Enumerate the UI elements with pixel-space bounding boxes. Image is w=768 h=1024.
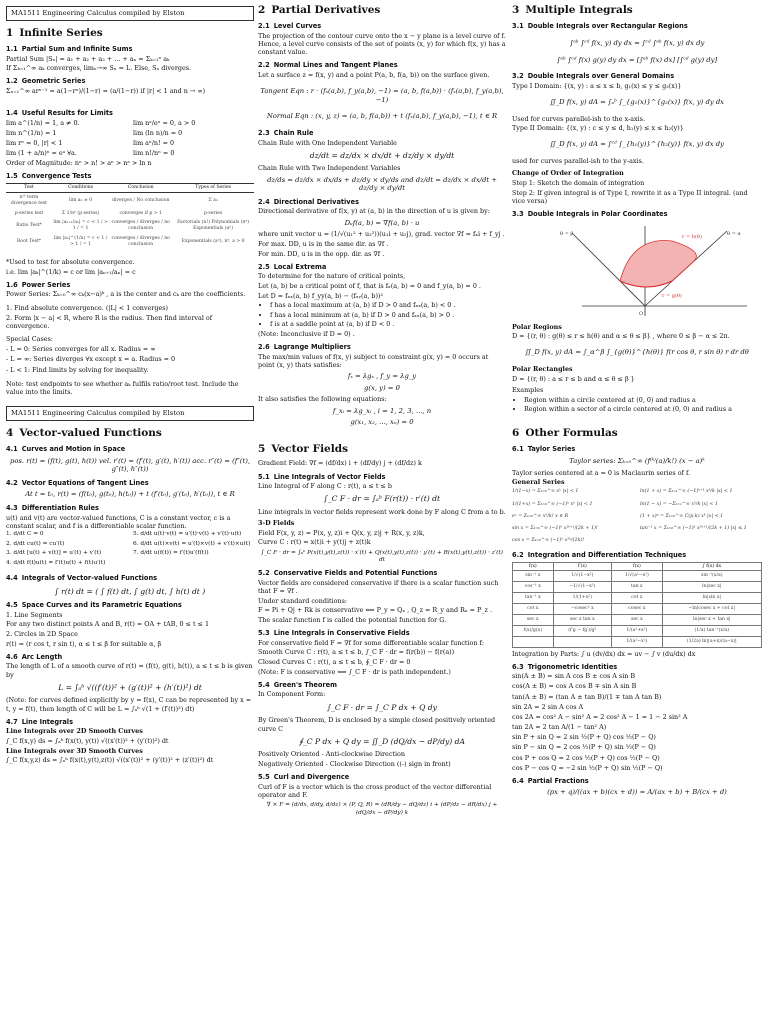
convergence-tests-table — [6, 183, 254, 250]
dd-unit-vector: where unit vector u = (1/√(u₁² + u₂²))(u₁i + u₂j), grad. vector ∇f = fₓi + f_yj . — [258, 230, 505, 239]
table-row — [6, 192, 254, 208]
section-3-1-title: 3.1 Double Integrals over Rectangular Regions — [512, 22, 688, 31]
extrema-l3: Let D = fₓₓ(a, b) f_yy(a, b) − (fₓᵧ(a, b))² — [258, 291, 384, 300]
section-2-3-title: 2.3 Chain Rule — [258, 129, 314, 138]
limits-right — [133, 119, 254, 160]
curves-motion-eq: pos. r(t) = (f(t), g(t), h(t)) vel. r′(t) = (f′(t), g′(t), h′(t)) acc. r″(t) = (f″(t), g″(t), h″(t)) — [9, 456, 251, 474]
extrema-l1: To determine for the nature of critical points, — [258, 272, 406, 281]
power-series-note: Note: test endpoints to see whether aₖ fulfils ratio/root test. Include the value into the limits. — [6, 379, 239, 396]
diff-rule: 2. d/dt cu(t) = cu′(t) — [6, 540, 65, 547]
table-cell: Ratio Test* — [16, 223, 42, 229]
vector-integral-eq: ∫ r(t) dt = ( ∫ f(t) dt, ∫ g(t) dt, ∫ h(t) dt ) — [54, 586, 206, 596]
level-curves-text: The projection of the contour curve onto the x − y plane is a level curve of f. Hence, a level curve consists of the set of points (x, y) for which f(x, y) has a constant value. — [258, 31, 506, 57]
table-cell: −1/√(1−x²) — [553, 582, 611, 593]
table-row — [513, 604, 762, 615]
table-cell: (1/a) tan⁻¹(x/a) — [662, 625, 761, 636]
section-5-4-title: 5.4 Green's Theorem — [258, 681, 338, 689]
table-cell: 1/(a²+x²) — [612, 625, 663, 636]
rect-int-eq-2: ∫ᵃᵇ ∫ᶜᵈ f(x) g(y) dy dx = [∫ᵃᵇ f(x) dx] [∫ᶜᵈ g(y) dy] — [556, 55, 718, 64]
rect-int-eq-1: ∫ᵃᵇ ∫ᶜᵈ f(x, y) dy dx = ∫ᶜᵈ ∫ᵃᵇ f(x, y) dx dy — [569, 38, 705, 47]
power-series-step-2: 2. Form |x − a| < R, where R is the radius. Then find interval of convergence. — [6, 313, 213, 330]
table-row — [513, 636, 762, 647]
dd-eq: Dᵤf(a, b) = ∇f(a, b) · u — [344, 218, 420, 227]
special-case: - L = 0: Series converges for all x. Radius = ∞ — [6, 345, 156, 354]
taylor-series-item: cos x = Σₖ₌₀^∞ (−1)ᵏ x²ᵏ/(2k)! — [512, 537, 585, 543]
table-row — [513, 593, 762, 604]
special-cases-title: Special Cases: — [6, 335, 53, 344]
section-3-3-title: 3.3 Double Integrals in Polar Coordinates — [512, 210, 668, 219]
table-header: Types of Series — [172, 183, 254, 192]
section-5-2-title: 5.2 Conservative Fields and Potential Functions — [258, 569, 438, 578]
table-row — [513, 582, 762, 593]
tangent-eq: Tangent Eqn : r · (fₓ(a,b), f_y(a,b), −1) = (a, b, f(a,b)) · (fₓ(a,b), f_y(a,b), −1) — [260, 87, 504, 104]
table-cell: −cosec² x — [553, 604, 611, 615]
taylor-series-grid — [512, 489, 762, 546]
curl-text: Curl of F is a vector which is the cross product of the vector differential operator and F. — [258, 782, 492, 799]
line-int-3d-title: Line Integrals over 3D Smooth Curves — [6, 746, 143, 755]
line-int-vf-eq: ∫_C F · dr = ∫ₐᵇ F(r(t)) · r′(t) dt — [323, 494, 441, 504]
type-1-domain: Type I Domain: {(x, y) : a ≤ x ≤ b, g₁(x) ≤ y ≤ g₂(x)} — [512, 81, 682, 90]
table-note: *Used to test for absolute convergence. — [6, 257, 135, 266]
surface-text: Let a surface z = f(x, y) and a point P(a, b, f(a, b)) on the surface given. — [258, 70, 490, 79]
limit-result: lim (ln n)/n = 0 — [133, 128, 183, 137]
trig-identity: cos 2A = cos² A − sin² A = 2 cos² A − 1 = 1 − 2 sin² A — [512, 712, 688, 721]
label-beta: θ = β — [560, 230, 574, 237]
limits-left — [6, 119, 127, 160]
extrema-item: • f has a local maximum at (a, b) if D > 0 and fₓₓ(a, b) < 0 . — [270, 301, 506, 309]
general-series-title: General Series — [512, 478, 565, 487]
section-1-5-title: 1.5 Convergence Tests — [6, 172, 92, 181]
table-cell: converges / diverges / no conclusion — [111, 220, 170, 232]
polar-example-item: • Region within a sector of a circle centered at (0, 0) and radius a — [524, 405, 762, 413]
table-cell: converges / diverges / no conclusion — [111, 236, 170, 247]
extrema-list — [270, 301, 506, 328]
green-positive: Positively Oriented - Anti-clockwise Direction — [258, 750, 405, 759]
cons-line-l3: Closed Curves C : r(t), a ≤ t ≤ b, ∮_C F · dr = 0 — [258, 658, 411, 667]
change-order-title: Change of Order of Integration — [512, 169, 624, 178]
table-cell: nᵗʰ term divergence test — [10, 194, 47, 206]
table-cell: p-series test — [14, 210, 44, 216]
taylor-eq: Taylor series: Σₖ₌₀^∞ (f⁽ᵏ⁾(a)/k!) (x − a)ᵏ — [569, 456, 705, 465]
taylor-series-item: eˣ = Σₖ₌₀^∞ xᵏ/k! x ∈ R — [512, 513, 569, 519]
green-text: By Green's Theorem, D is enclosed by a simple closed positively oriented curve C — [258, 716, 496, 733]
table-row — [6, 218, 254, 234]
table-note-2: i.e. lim |aₖ|^(1/k) = c or lim |aₙ₊₁/aₙ| = c — [6, 267, 136, 276]
line-int-vf-text: Line Integral of F along C : r(t), a ≤ t ≤ b — [258, 481, 392, 490]
table-header: Conditions — [52, 183, 109, 192]
table-header: Test — [6, 183, 52, 192]
chain-two-title: Chain Rule with Two Independent Variables — [258, 164, 401, 173]
normal-eq: Normal Eqn : (x, y, z) = (a, b, f(a,b)) + t (fₓ(a,b), f_y(a,b), −1), t ∈ R — [266, 112, 498, 121]
section-4-7-title: 4.7 Line Integrals — [6, 717, 73, 726]
diff-rule: 5. d/dt u(t)·v(t) = u′(t)·v(t) + v′(t)·u(t) — [133, 531, 242, 538]
table-row — [6, 209, 254, 219]
green-component: In Component Form: — [258, 690, 326, 699]
trig-identity: sin P − sin Q = 2 cos ½(P + Q) sin ½(P − Q) — [512, 743, 656, 752]
extrema-l2: Let (a, b) be a critical point of f, that is fₓ(a, b) = 0 and f_y(a, b) = 0 . — [258, 282, 481, 291]
section-1-6-title: 1.6 Power Series — [6, 280, 71, 289]
table-cell: converges if p > 1 — [119, 210, 162, 216]
section-4-2-title: 4.2 Vector Equations of Tangent Lines — [6, 479, 149, 487]
section-6-title: 6 Other Formulas — [512, 427, 618, 439]
table-cell: Exponentials (aⁿ), nᵃ, a > 0 — [181, 239, 245, 245]
trig-identity: cos(A ± B) = cos A cos B ∓ sin A sin B — [512, 682, 637, 691]
lagrange-eq-2: g(x, y) = 0 — [364, 383, 400, 392]
section-1-4-title: 1.4 Useful Results for Limits — [6, 109, 113, 118]
trig-identity: tan(A ± B) = (tan A ± tan B)/(1 ∓ tan A tan B) — [512, 692, 662, 701]
section-4-title: 4 Vector-valued Functions — [6, 426, 162, 439]
diff-rule: 3. d/dt [u(t) + v(t)] = u′(t) + v′(t) — [6, 550, 102, 557]
label-origin: O — [639, 310, 644, 317]
limit-result: lim a^(1/n) = 1, a ≠ 0. — [6, 118, 80, 127]
section-6-2-title: 6.2 Integration and Differentiation Techniques — [512, 551, 687, 560]
table-cell: −ln|cosec x + cot x| — [662, 604, 761, 615]
table-cell: lim aₙ ≠ 0 — [69, 197, 93, 203]
table-cell: sec x tan x — [553, 614, 611, 625]
label-outer-curve: r = h(θ) — [682, 233, 702, 240]
partial-sum-text: Partial Sum |Sₙ| = a₁ + a₂ + a₃ + ... + aₙ = Σₖ₌₁ⁿ aₖ — [6, 54, 170, 63]
polar-int-eq: ∬_D f(x, y) dA = ∫_α^β ∫_{g(θ)}^{h(θ)} f(r cos θ, r sin θ) r dr dθ — [525, 348, 749, 357]
polar-rect-title: Polar Rectangles — [512, 365, 573, 374]
curl-eq: ∇ × F = (d/dx, d/dy, d/dz) × (P, Q, R) = (dR/dy − dQ/dz) i + (dP/dz − dR/dx) j + (dQ/dx − dP/dy) k — [266, 802, 498, 816]
taylor-series-item: tan⁻¹ x = Σₖ₌₀^∞ (−1)ᵏ x²ᵏ⁺¹/(2k + 1) |x| ≤ 1 — [640, 525, 747, 531]
limits-grid — [6, 119, 254, 160]
line-int-2d-title: Line Integrals over 2D Smooth Curves — [6, 727, 143, 736]
column-3 — [512, 4, 762, 800]
limit-result: lim nᵃ/eⁿ = 0, a > 0 — [133, 118, 196, 127]
convergence-text: If Σₖ₌₁^∞ aₖ converges, limₙ→∞ Sₙ = L. Else, Sₙ diverges. — [6, 64, 192, 73]
3d-curve-def: Curve C : r(t) = x(t)i + y(t)j + z(t)k — [258, 538, 371, 547]
taylor-series-item: ln(1 − x) = −Σₖ₌₁^∞ xᵏ/k |x| < 1 — [640, 501, 718, 507]
section-4-4-title: 4.4 Integrals of Vector-valued Functions — [6, 574, 158, 583]
table-cell: Factorials (n!) Polynomials (nᵃ) Exponentials (aⁿ) — [177, 220, 250, 232]
section-5-5-title: 5.5 Curl and Divergence — [258, 773, 350, 782]
polar-region-figure — [512, 221, 762, 321]
label-inner-curve: r = g(θ) — [662, 292, 682, 299]
taylor-series-item: 1/(1+x) = Σₖ₌₀^∞ (−1)ᵏ xᵏ |x| < 1 — [512, 501, 593, 507]
lagrange-text-2: It also satisfies the following equations: — [258, 395, 387, 404]
table-cell: ln|sec x + tan x| — [662, 614, 761, 625]
section-2-6-title: 2.6 Lagrange Multipliers — [258, 343, 351, 352]
3d-line-int-eq: ∫_C F · dr = ∫ₐᵇ P(x(t),y(t),z(t)) · x′(t) + Q(x(t),y(t),z(t)) · y′(t) + R(x(t),y(t),z(t)) · z′(t) dt — [260, 549, 503, 564]
taylor-series-item: ln(1 + x) = Σₖ₌₁^∞ (−1)ᵏ⁺¹ xᵏ/k |x| < 1 — [640, 489, 733, 495]
diff-rule: 4. d/dt f(t)u(t) = f′(t)u(t) + f(t)u′(t) — [6, 559, 106, 566]
section-4-6-title: 4.6 Arc Length — [6, 652, 63, 661]
limit-result: lim (1 + a/n)ⁿ = eᵃ ∀a. — [6, 149, 77, 158]
polar-regions-def: D = {(r, θ) : g(θ) ≤ r ≤ h(θ) and α ≤ θ ≤ β} , where 0 ≤ β − α ≤ 2π. — [512, 332, 730, 341]
table-cell: ln|sec x| — [662, 582, 761, 593]
type-2-note: used for curves parallel-ish to the y-axis. — [512, 157, 644, 166]
chain-one-eq: dz/dt = dz/dx × dx/dt + dz/dy × dy/dt — [309, 150, 455, 160]
section-5-3-title: 5.3 Line Integrals in Conservative Fields — [258, 629, 410, 638]
cons-line-l1: For conservative field F = ∇f for some differentiable scalar function f: — [258, 638, 485, 647]
trig-identities-list — [512, 672, 762, 772]
table-cell: ln|sin x| — [662, 593, 761, 604]
polar-example-item: • Region within a circle centered at (0, 0) and radius a — [524, 396, 762, 404]
line-segments-title: 1. Line Segments — [6, 610, 63, 619]
trig-identity: cos P − cos Q = −2 sin ½(P + Q) sin ½(P − Q) — [512, 763, 663, 772]
integration-table — [512, 562, 762, 648]
section-6-1-title: 6.1 Taylor Series — [512, 445, 576, 454]
type-2-domain: Type II Domain: {(x, y) : c ≤ y ≤ d, h₁(y) ≤ x ≤ h₂(y)} — [512, 124, 684, 133]
column-1 — [6, 4, 254, 766]
section-4-5-title: 4.5 Space Curves and its Parametric Equations — [6, 601, 182, 610]
table-cell: 1/√(1−x²) — [553, 571, 611, 582]
gradient-field: Gradient Field: ∇f = (df/dx) i + (df/dy) j + (df/dz) k — [258, 459, 422, 468]
table-cell: sin⁻¹(x/a) — [662, 571, 761, 582]
extrema-item: • f is at a saddle point at (a, b) if D < 0 . — [270, 320, 506, 328]
section-1-1-title: 1.1 Partial Sum and Infinite Sums — [6, 45, 133, 54]
table-cell — [553, 636, 611, 647]
section-1-title: 1 Infinite Series — [6, 26, 103, 39]
table-cell: 1/(1+x²) — [553, 593, 611, 604]
special-case: - L < 1: Find limits by solving for inequality. — [6, 365, 149, 374]
table-cell: lim |aₙ₊₁/aₙ| = c < 1 / > 1 / = 1 — [53, 220, 108, 232]
taylor-series-item: sin x = Σₖ₌₀^∞ (−1)ᵏ x²ᵏ⁺¹/(2k + 1)! — [512, 525, 598, 531]
section-2-2-title: 2.2 Normal Lines and Tangent Planes — [258, 61, 398, 70]
trig-identity: tan 2A = 2 tan A/(1 − tan² A) — [512, 723, 607, 732]
order-of-magnitude: Order of Magnitude: nⁿ > n! > aⁿ > nᵃ > ln n — [6, 159, 152, 168]
table-cell: tan x — [612, 582, 663, 593]
3d-field-def: Field F(x, y, z) = P(x, y, z)i + Q(x, y, z)j + R(x, y, z)k, — [258, 528, 425, 537]
section-6-3-title: 6.3 Trigonometric Identities — [512, 662, 618, 671]
integration-by-parts: Integration by Parts: ∫ u (dv/dx) dx = uv − ∫ v (du/dx) dx — [512, 649, 696, 658]
table-cell: lim |aₙ|^(1/n) = c < 1 / > 1 / = 1 — [53, 236, 108, 247]
table-cell: sec x — [612, 614, 663, 625]
type-1-note: Used for curves parallel-ish to the x-axis. — [512, 114, 645, 123]
lagrange-eq-1: fₓ = λgₓ , f_y = λg_y — [347, 371, 417, 380]
table-header: ∫ f(x) dx — [662, 562, 761, 571]
examples-title: Examples — [512, 385, 544, 394]
line-int-2d-eq: ∫_C f(x,y) ds = ∫ₐᵇ f(x(t), y(t)) √((x′(t))² + (y′(t))²) dt — [6, 736, 169, 745]
conservative-l1: Vector fields are considered conservative if there is a scalar function such that F = ∇f . — [258, 578, 499, 596]
section-4-3-title: 4.3 Differentiation Rules — [6, 504, 99, 513]
extrema-note: (Note: Inconclusive if D = 0) . — [258, 329, 355, 338]
trig-identity: sin(A ± B) = sin A cos B ± cos A sin B — [512, 672, 636, 681]
table-row — [513, 571, 762, 582]
table-cell: sin⁻¹ x — [513, 571, 554, 582]
polar-region-svg — [522, 221, 752, 321]
section-5-1-title: 5.1 Line Integrals of Vector Fields — [258, 472, 386, 481]
table-cell: sec x — [513, 614, 554, 625]
geometric-series-text: Σₙ₌₁^∞ arⁿ⁻¹ = a(1−rⁿ)/(1−r) = (a/(1−r)) if |r| < 1 and n → ∞) — [6, 86, 206, 95]
change-order-step-1: Step 1: Sketch the domain of integration — [512, 179, 645, 187]
line-segments-text: For any two distinct points A and B, r(t) = OA + tAB, 0 ≤ t ≤ 1 — [6, 620, 210, 629]
section-4-1-title: 4.1 Curves and Motion in Space — [6, 445, 126, 454]
section-1-2-title: 1.2 Geometric Series — [6, 77, 86, 86]
line-int-3d-eq: ∫_C f(x,y,z) ds = ∫ₐᵇ f(x(t),y(t),z(t)) √((x′(t))² + (y′(t))² + (z′(t))²) dt — [6, 756, 214, 765]
lagrange-eq-4: g(x₁, x₂, ..., xₙ) = 0 — [350, 418, 414, 427]
diff-rule: 6. d/dt u(t)×v(t) = u′(t)×v(t) + v′(t)×u(t) — [133, 540, 251, 547]
table-row — [513, 625, 762, 636]
special-case: - L = ∞: Series diverges ∀x except x = a. Radius = 0 — [6, 355, 176, 364]
table-cell: 1/√(a²−x²) — [612, 571, 663, 582]
cons-line-l4: (Note: F is conservative ⟺ ∫_C F · dr is path independent.) — [258, 667, 451, 676]
dd-max: For max. DD, u is in the same dir. as ∇f . — [258, 240, 389, 249]
circles-text: r(t) = (r cos t, r sin t), α ≤ t ≤ β for suitable α, β — [6, 639, 162, 648]
table-cell: 1/(a²−x²) — [612, 636, 663, 647]
circles-title: 2. Circles in 2D Space — [6, 630, 78, 639]
diff-rule: 1. d/dt C = 0 — [6, 531, 44, 538]
section-2-1-title: 2.1 Level Curves — [258, 22, 322, 31]
table-cell — [513, 636, 554, 647]
change-order-step-2: Step 2: If given integral is of Type I, rewrite it as a Type II integral. (and vice versa) — [512, 188, 748, 205]
3d-fields-title: 3-D Fields — [258, 519, 295, 528]
table-cell: Root Test* — [16, 239, 42, 245]
green-eq-2: ∮_C P dx + Q dy = ∬_D (dQ/dx − dP/dy) dA — [299, 736, 465, 746]
special-cases-list — [6, 345, 254, 374]
table-cell: tan⁻¹ x — [513, 593, 554, 604]
label-alpha: θ = α — [727, 230, 741, 237]
partial-fractions-eq: (px + q)/((ax + b)(cx + d)) = A/(ax + b) + B/(cx + d) — [547, 788, 727, 797]
dd-text: Directional derivative of f(x, y) at (a, b) in the direction of u is given by: — [258, 207, 490, 216]
table-cell: cot x — [513, 604, 554, 615]
taylor-series-item: 1/(1−x) = Σₖ₌₀^∞ xᵏ |x| < 1 — [512, 489, 579, 495]
green-negative: Negatively Oriented - Clockwise Direction ((-) sign in front) — [258, 760, 451, 769]
page-header-2: MA1511 Engineering Calculus compiled by Elston — [6, 406, 254, 421]
conservative-l3: F = Pi + Qj + Rk is conservative ⟺ P_y = Qₓ , Q_z = R_y and Rₓ = P_z . — [258, 606, 492, 615]
trig-identity: sin 2A = 2 sin A cos A — [512, 702, 584, 711]
conservative-l2: Under standard conditions: — [258, 596, 347, 605]
table-cell: diverges / No conclusion — [111, 197, 170, 203]
taylor-series-item: (1 + x)ᵖ = Σₖ₌₀^∞ C(p,k) xᵏ |x| < 1 — [640, 513, 724, 519]
conservative-l4: The scalar function f is called the potential function for G. — [258, 616, 447, 625]
type-1-eq: ∬_D f(x, y) dA = ∫ₐᵇ ∫_{g₁(x)}^{g₂(x)} f(x, y) dy dx — [549, 97, 725, 106]
limit-result: lim aⁿ/n! = 0 — [133, 138, 175, 147]
type-2-eq: ∬_D f(x, y) dA = ∫ᶜᵈ ∫_{h₁(y)}^{h₂(y)} f(x, y) dx dy — [550, 140, 724, 149]
lagrange-text: The max/min values of f(x, y) subject to constraint g(x, y) = 0 occurs at point (x, y) thats satisfies: — [258, 352, 489, 369]
table-cell: f(x)/g(x) — [513, 625, 554, 636]
table-row — [6, 234, 254, 250]
diff-rule: 7. d/dt u(f(t)) = f′(t)u′(f(t)) — [133, 550, 209, 557]
cons-line-l2: Smooth Curve C : r(t), a ≤ t ≤ b, ∫_C F · dr = f(r(b)) − f(r(a)) — [258, 648, 455, 657]
section-5-title: 5 Vector Fields — [258, 442, 348, 455]
work-done-text: Line integrals in vector fields represent work done by F along C from a to b. — [258, 507, 506, 516]
limit-result: lim rⁿ = 0, |r| < 1 — [6, 138, 63, 147]
table-cell: cot x — [612, 593, 663, 604]
polar-regions-title: Polar Regions — [512, 322, 562, 331]
diff-rules-left — [6, 531, 127, 569]
table-header: f(x) — [612, 562, 663, 571]
maclaurin-text: Taylor series centered at a = 0 is Maclaurin series of f. — [512, 468, 691, 477]
page-header: MA1511 Engineering Calculus compiled by Elston — [6, 6, 254, 21]
taylor-series-item — [640, 538, 762, 544]
green-eq-1: ∫_C F · dr = ∫_C P dx + Q dy — [327, 702, 437, 712]
arc-length-eq: L = ∫ₐᵇ √((f′(t))² + (g′(t))² + (h′(t))²) dt — [58, 682, 202, 692]
table-cell: Σ aₙ — [208, 197, 218, 203]
section-3-title: 3 Multiple Integrals — [512, 4, 633, 16]
chain-two-eq: dz/ds = dz/dx × dx/ds + dz/dy × dy/ds and dz/dt = dz/dx × dx/dt + dz/dy × dy/dt — [267, 175, 497, 193]
table-header: Conclusion — [109, 183, 172, 192]
polar-region — [620, 240, 696, 287]
section-3-2-title: 3.2 Double Integrals over General Domains — [512, 72, 675, 81]
section-2-5-title: 2.5 Local Extrema — [258, 262, 327, 271]
diff-rules-grid — [6, 531, 254, 569]
table-header: f(x) — [513, 562, 554, 571]
limit-result: lim n^(1/n) = 1 — [6, 128, 57, 137]
tangent-line-eq: At t = t₀, r(t) = (f(t₀), g(t₀), h(t₀)) + t (f′(t₀), g′(t₀), h′(t₀)), t ∈ R — [25, 490, 235, 499]
table-header: f′(x) — [553, 562, 611, 571]
diff-rules-intro: u(t) and v(t) are vector-valued functions, C is a constant vector, c is a constant scalar, and f is a differentiable scalar function. — [6, 513, 231, 530]
table-cell: (f′g − fg′)/g² — [553, 625, 611, 636]
arc-length-note: (Note: for curves defined explicitly by y = f(x), C can be represented by x = t, y = f(t), then length of C will be L = ∫ₐᵇ √(1 + (f′(t))²) dt) — [6, 696, 252, 713]
section-2-4-title: 2.4 Directional Derivatives — [258, 198, 360, 207]
dd-min: For min. DD, u is in the opp. dir. as ∇f . — [258, 249, 385, 258]
diff-rules-right — [133, 531, 254, 569]
extrema-item: • f has a local minimum at (a, b) if D > 0 and fₓₓ(a, b) > 0 . — [270, 311, 506, 319]
column-2 — [258, 4, 506, 820]
table-cell: p-series — [203, 210, 223, 216]
trig-identity: sin P + sin Q = 2 sin ½(P + Q) cos ½(P − Q) — [512, 733, 656, 742]
power-series-def: Power Series: Σₖ₌₀^∞ cₖ(x−a)ᵏ , a is the center and cₖ are the coefficients. — [6, 290, 246, 299]
polar-examples-list — [524, 396, 762, 413]
table-row — [513, 614, 762, 625]
section-6-4-title: 6.4 Partial Fractions — [512, 777, 589, 785]
arc-length-text: The length of L of a smooth curve of r(t) = (f(t), g(t), h(t)), a ≤ t ≤ b is given by — [6, 662, 253, 679]
lagrange-eq-3: f_xᵢ = λg_xᵢ , i = 1, 2, 3, ..., n — [332, 406, 432, 415]
table-cell: Σ 1/nᵖ (p-series) — [61, 210, 100, 216]
table-cell: (1/2a) ln|(a+x)/(a−x)| — [662, 636, 761, 647]
limit-result: lim n!/nⁿ = 0 — [133, 149, 175, 158]
section-2-title: 2 Partial Derivatives — [258, 4, 381, 16]
polar-rect-def: D = {(r, θ) : a ≤ r ≤ b and α ≤ θ ≤ β } — [512, 374, 635, 383]
power-series-step-1: 1. Find absolute convergence. (|L| < 1 converges) — [6, 303, 169, 312]
table-cell: cosec x — [612, 604, 663, 615]
chain-one-title: Chain Rule with One Independent Variable — [258, 138, 397, 147]
table-cell: cos⁻¹ x — [513, 582, 554, 593]
trig-identity: cos P + cos Q = 2 cos ½(P + Q) cos ½(P − Q) — [512, 753, 660, 762]
